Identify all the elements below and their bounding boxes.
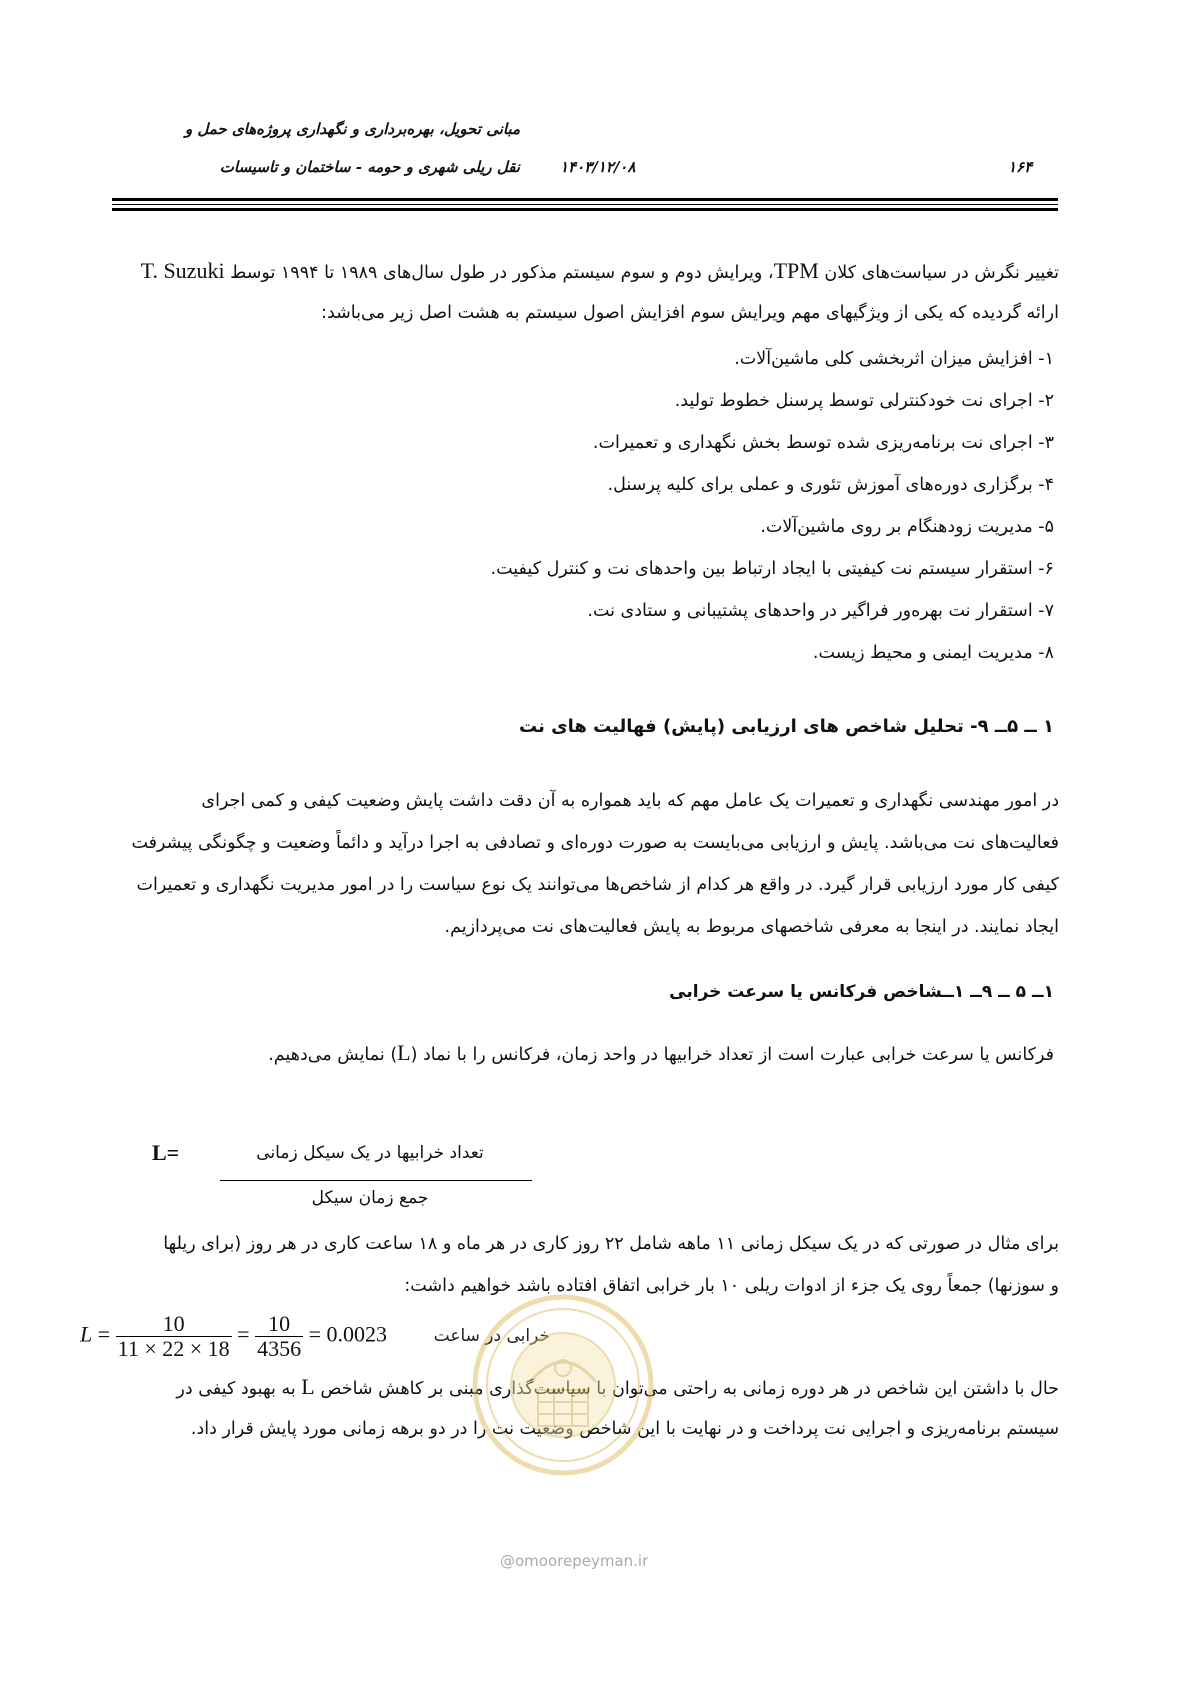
formula-unit: خرابی در ساعت xyxy=(433,1326,550,1346)
list-item: ۵- مدیریت زودهنگام بر روی ماشین‌آلات. xyxy=(760,517,1054,537)
definition-post: ) نمایش می‌دهیم. xyxy=(268,1045,398,1065)
conclusion-line2: سیستم برنامه‌ریزی و اجرایی نت پرداخت و در نهایت با این شاخص وضعیت نت را در دو برهه زمانی مورد پایش قرار داد. xyxy=(190,1419,1059,1439)
fraction-lhs: L= xyxy=(152,1140,180,1165)
formula-equals: = xyxy=(237,1321,250,1347)
intro-line2: ارائه گردیده که یکی از ویژگیهای مهم ویرایش سوم افزایش اصول سیستم به هشت اصل زیر می‌باشد: xyxy=(321,303,1059,323)
formula-denominator-2: 4356 xyxy=(257,1336,302,1362)
header-title-line2: نقل ریلی شهری و حومه - ساختمان و تاسیسات xyxy=(219,158,520,176)
conclusion-symbol: L xyxy=(301,1374,315,1399)
list-item: ۷- استقرار نت بهره‌ور فراگیر در واحدهای پشتیبانی و ستادی نت. xyxy=(587,601,1054,621)
subheading: ۱ــ ۵ ــ ۹ــ ۱ــشاخص فرکانس یا سرعت خرابی xyxy=(669,982,1054,1002)
frequency-symbol: L xyxy=(397,1040,411,1065)
formula-result: 0.0023 xyxy=(326,1321,388,1347)
list-item: ۳- اجرای نت برنامه‌ریزی شده توسط بخش نگهداری و تعمیرات. xyxy=(592,433,1054,453)
suzuki-name: T. Suzuki xyxy=(140,258,225,283)
formula-numerator-1: 10 xyxy=(116,1312,232,1337)
definition-pre: فرکانس یا سرعت خرابی عبارت است از تعداد خرابیها در واحد زمان، فرکانس را با نماد ( xyxy=(410,1045,1054,1065)
fraction-bar xyxy=(220,1180,532,1181)
example-line2: و سوزنها) جمعاً روی یک جزء از ادوات ریلی ۱۰ بار خرابی اتفاق افتاده باشد خواهیم داشت: xyxy=(404,1276,1059,1296)
page-number: ۱۶۴ xyxy=(1008,158,1033,176)
intro-line1-mid: ، ویرایش دوم و سوم سیستم مذکور در طول سال‌های ۱۹۸۹ تا ۱۹۹۴ توسط xyxy=(230,263,774,283)
header-date: ۱۴۰۳/۱۲/۰۸ xyxy=(560,158,636,176)
intro-line1 xyxy=(75,250,1059,294)
formula-equals: = xyxy=(308,1321,322,1347)
formula-numerator-2: 10 xyxy=(255,1312,303,1337)
watermark-url: @omoorepeyman.ir xyxy=(500,1552,649,1570)
header-rule-thin xyxy=(112,204,1058,205)
formula-variable: L xyxy=(80,1321,93,1347)
section-heading: ۱ ــ ۵ــ ۹- تحلیل شاخص های ارزیابی (پایش) فهالیت های نت xyxy=(519,716,1054,737)
intro-line1-pre: تغییر نگرش در سیاست‌های کلان xyxy=(824,263,1059,283)
fraction-denominator: جمع زمان سیکل xyxy=(311,1188,429,1208)
formula xyxy=(80,1312,387,1361)
conclusion-line1-pre: حال با داشتن این شاخص در هر دوره زمانی به راحتی می‌توان با سیاست‌گذاری مبنی بر کاهش شاخص xyxy=(320,1379,1059,1399)
header-rule-thick-top xyxy=(112,198,1058,201)
list-item: ۱- افزایش میزان اثربخشی کلی ماشین‌آلات. xyxy=(734,349,1054,369)
fraction-numerator: تعداد خرابیها در یک سیکل زمانی xyxy=(256,1143,484,1163)
formula-denominator-1: 11 × 22 × 18 xyxy=(117,1336,230,1362)
section-paragraph-line1: در امور مهندسی نگهداری و تعمیرات یک عامل مهم که باید همواره به آن دقت داشت پایش وضعیت کیفی و کمی اجرای xyxy=(201,791,1059,811)
formula-fraction-1 xyxy=(116,1312,232,1361)
list-item: ۲- اجرای نت خودکنترلی توسط پرسنل خطوط تولید. xyxy=(674,391,1054,411)
formula-fraction-2 xyxy=(255,1312,303,1361)
definition xyxy=(100,1032,1054,1076)
header-title-line1: مبانی تحویل، بهره‌برداری و نگهداری پروژه‌های حمل و xyxy=(184,120,520,138)
section-paragraph-line2: فعالیت‌های نت می‌باشد. پایش و ارزیابی می‌بایست به صورت دوره‌ای و تصادفی به اجرا درآید و دائماً وضعیت و چگونگی پیشرفت xyxy=(131,833,1059,853)
example-line1: برای مثال در صورتی که در یک سیکل زمانی ۱۱ ماهه شامل ۲۲ روز کاری در هر ماه و ۱۸ ساعت کاری در هر روز (برای ریلها xyxy=(163,1234,1059,1254)
omoore-peyman-seal-icon xyxy=(468,1290,658,1480)
tpm-term: TPM xyxy=(773,258,819,283)
list-item: ۴- برگزاری دوره‌های آموزش تئوری و عملی برای کلیه پرسنل. xyxy=(607,475,1054,495)
list-item: ۸- مدیریت ایمنی و محیط زیست. xyxy=(812,643,1054,663)
section-paragraph-line3: کیفی کار مورد ارزیابی قرار گیرد. در واقع هر کدام از شاخص‌ها می‌توانند یک نوع سیاست را در امور مدیریت نگهداری و تعمیرات xyxy=(136,875,1059,895)
list-item: ۶- استقرار سیستم نت کیفیتی با ایجاد ارتباط بین واحدهای نت و کنترل کیفیت. xyxy=(490,559,1054,579)
formula-equals: = xyxy=(97,1321,111,1347)
section-paragraph-line4: ایجاد نمایند. در اینجا به معرفی شاخصهای مربوط به پایش فعالیت‌های نت می‌پردازیم. xyxy=(444,917,1059,937)
header-rule-thick-bottom xyxy=(112,208,1058,211)
conclusion-line1-post: به بهبود کیفی در xyxy=(176,1379,296,1399)
